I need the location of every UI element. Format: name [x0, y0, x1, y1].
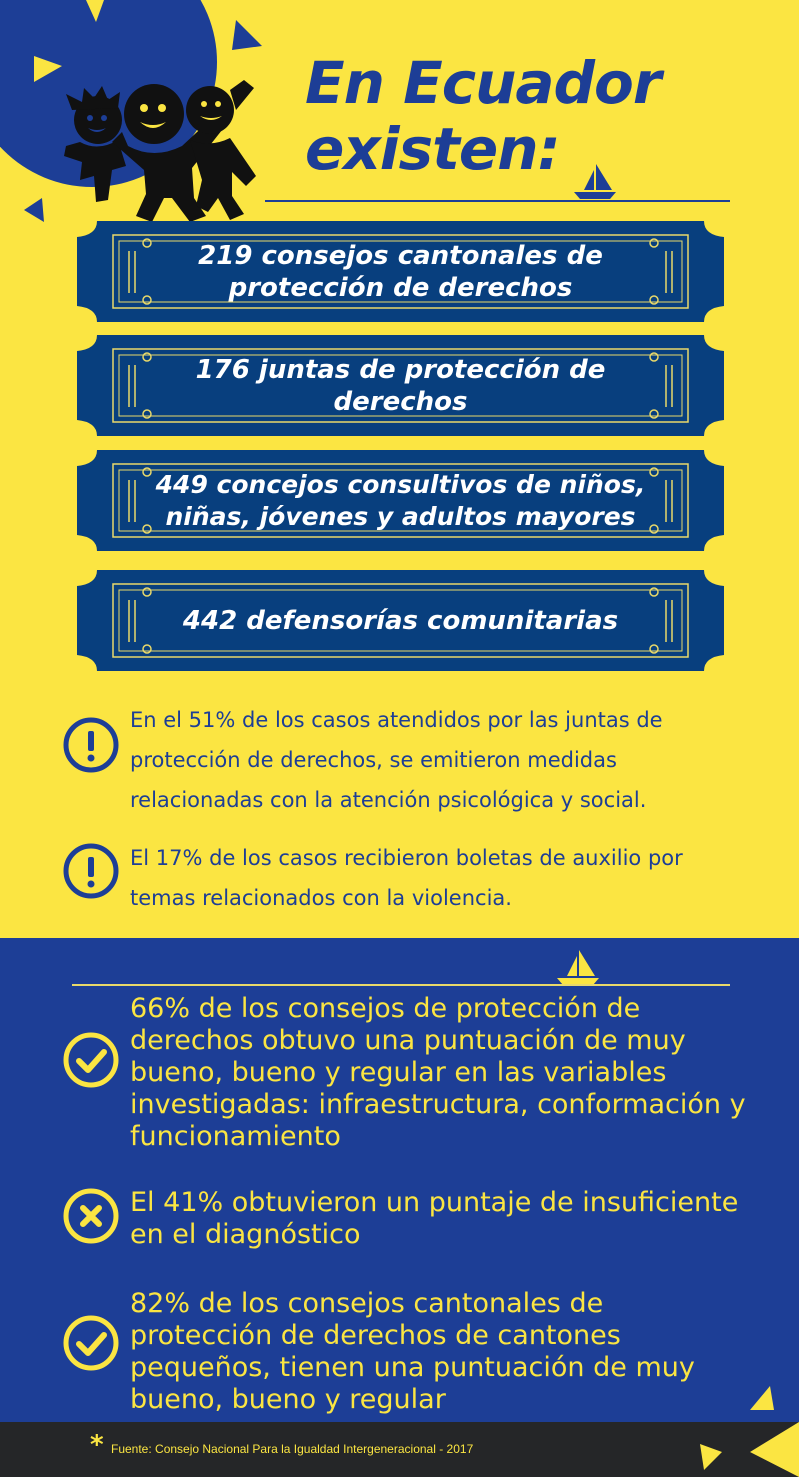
footer: [0, 1422, 799, 1477]
ticket-4-text: 442 defensorías comunitarias: [182, 605, 619, 636]
ticket-1-text: 219 consejos cantonales de protección de derechos: [198, 240, 603, 303]
title-line-1: En Ecuador: [305, 49, 661, 117]
cross-icon: [62, 1187, 120, 1245]
note-1: [62, 700, 732, 820]
stat-2-text: El 41% obtuvieron un puntaje de insuficiente en el diagnóstico: [130, 1187, 739, 1250]
sailboat-icon: [555, 948, 601, 986]
page-title: [305, 50, 735, 182]
ticket-2: [77, 335, 724, 436]
decorative-triangle: [748, 1380, 778, 1414]
exclamation-icon: [62, 842, 120, 900]
stat-1-text: 66% de los consejos de protección de derechos obtuvo una puntuación de muy bueno, bueno y regular en las variables investigadas: infraestructura, conformación y funcionamiento: [130, 993, 746, 1152]
exclamation-icon: [62, 716, 120, 774]
ticket-4: [77, 570, 724, 671]
note-1-text: En el 51% de los casos atendidos por las juntas de protección de derechos, se emitieron medidas relacionadas con la atención psicológica y social.: [130, 708, 663, 812]
note-2: [62, 838, 732, 918]
stat-2: [62, 1187, 762, 1257]
children-icon: [60, 80, 270, 225]
stat-1: [62, 993, 762, 1153]
title-divider: [265, 200, 730, 202]
check-icon: [62, 1031, 120, 1089]
sailboat-icon: [572, 162, 618, 200]
stat-3: [62, 1288, 762, 1422]
stat-3-text: 82% de los consejos cantonales de protección de derechos de cantones pequeños, tienen una puntuación de muy bueno, bueno y regular: [130, 1288, 695, 1415]
decorative-triangles: [690, 1422, 799, 1477]
asterisk-icon: *: [90, 1430, 104, 1460]
note-2-text: El 17% de los casos recibieron boletas de auxilio por temas relacionados con la violencia.: [130, 846, 683, 910]
ticket-3: [77, 450, 724, 551]
check-icon: [62, 1314, 120, 1372]
ticket-2-text: 176 juntas de protección de derechos: [195, 354, 606, 417]
title-line-2: existen:: [305, 115, 560, 183]
bottom-section: [0, 938, 799, 1422]
source-text: Fuente: Consejo Nacional Para la Igualdad Intergeneracional - 2017: [111, 1442, 474, 1456]
bottom-divider: [72, 984, 730, 986]
ticket-3-text: 449 concejos consultivos de niños, niñas, jóvenes y adultos mayores: [155, 469, 646, 531]
ticket-1: [77, 221, 724, 322]
